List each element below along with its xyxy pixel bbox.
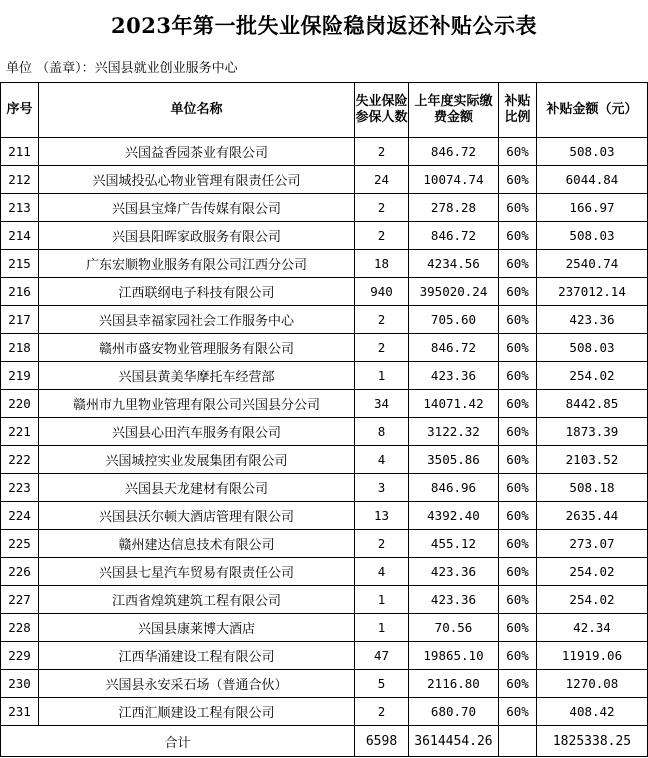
cell-ratio: 60% — [499, 670, 537, 698]
cell-paid: 846.72 — [409, 222, 499, 250]
cell-subsidy: 254.02 — [537, 558, 648, 586]
cell-name: 兴国县天龙建材有限公司 — [39, 474, 355, 502]
cell-name: 赣州市九里物业管理有限公司兴国县分公司 — [39, 390, 355, 418]
table-row — [1, 502, 648, 530]
table-row — [1, 558, 648, 586]
table-row — [1, 306, 648, 334]
subsidy-table — [0, 82, 648, 757]
cell-no: 228 — [1, 614, 39, 642]
cell-subsidy: 42.34 — [537, 614, 648, 642]
cell-name: 兴国县康莱博大酒店 — [39, 614, 355, 642]
cell-name: 兴国县黄美华摩托车经营部 — [39, 362, 355, 390]
cell-ratio: 60% — [499, 698, 537, 726]
header-no: 序号 — [1, 83, 39, 138]
cell-subsidy: 237012.14 — [537, 278, 648, 306]
cell-persons: 2 — [355, 194, 409, 222]
table-row — [1, 362, 648, 390]
cell-name: 江西汇顺建设工程有限公司 — [39, 698, 355, 726]
cell-ratio: 60% — [499, 166, 537, 194]
unit-line: 单位 （盖章）：兴国县就业创业服务中心 — [6, 61, 238, 76]
cell-persons: 2 — [355, 138, 409, 166]
cell-persons: 18 — [355, 250, 409, 278]
cell-subsidy: 508.03 — [537, 138, 648, 166]
cell-persons: 2 — [355, 222, 409, 250]
cell-ratio: 60% — [499, 586, 537, 614]
table-row — [1, 474, 648, 502]
table-row — [1, 614, 648, 642]
cell-subsidy: 166.97 — [537, 194, 648, 222]
cell-ratio: 60% — [499, 278, 537, 306]
cell-ratio: 60% — [499, 334, 537, 362]
cell-ratio: 60% — [499, 194, 537, 222]
cell-subsidy: 508.18 — [537, 474, 648, 502]
cell-paid: 705.60 — [409, 306, 499, 334]
cell-paid: 278.28 — [409, 194, 499, 222]
cell-persons: 4 — [355, 558, 409, 586]
table-row — [1, 670, 648, 698]
cell-persons: 8 — [355, 418, 409, 446]
cell-name: 兴国县七星汽车贸易有限责任公司 — [39, 558, 355, 586]
cell-paid: 395020.24 — [409, 278, 499, 306]
cell-no: 217 — [1, 306, 39, 334]
header-paid: 上年度实际缴费金额 — [409, 83, 499, 138]
cell-name: 兴国县幸福家园社会工作服务中心 — [39, 306, 355, 334]
cell-name: 江西联纲电子科技有限公司 — [39, 278, 355, 306]
cell-subsidy: 408.42 — [537, 698, 648, 726]
cell-persons: 2 — [355, 334, 409, 362]
document-title: 2023年第一批失业保险稳岗返还补贴公示表 — [111, 13, 537, 38]
cell-no: 224 — [1, 502, 39, 530]
cell-subsidy: 2103.52 — [537, 446, 648, 474]
cell-no: 218 — [1, 334, 39, 362]
cell-persons: 24 — [355, 166, 409, 194]
cell-no: 231 — [1, 698, 39, 726]
header-subsidy: 补贴金额（元） — [537, 83, 648, 138]
table-row — [1, 586, 648, 614]
table-row — [1, 418, 648, 446]
cell-name: 兴国县永安采石场（普通合伙） — [39, 670, 355, 698]
cell-name: 江西华涌建设工程有限公司 — [39, 642, 355, 670]
table-row — [1, 642, 648, 670]
cell-no: 229 — [1, 642, 39, 670]
header-name: 单位名称 — [39, 83, 355, 138]
cell-paid: 4234.56 — [409, 250, 499, 278]
cell-persons: 3 — [355, 474, 409, 502]
cell-no: 211 — [1, 138, 39, 166]
cell-no: 223 — [1, 474, 39, 502]
cell-no: 221 — [1, 418, 39, 446]
cell-name: 赣州市盛安物业管理服务有限公司 — [39, 334, 355, 362]
cell-ratio: 60% — [499, 530, 537, 558]
cell-persons: 1 — [355, 362, 409, 390]
cell-subsidy: 273.07 — [537, 530, 648, 558]
cell-subsidy: 6044.84 — [537, 166, 648, 194]
cell-paid: 680.70 — [409, 698, 499, 726]
table-row — [1, 278, 648, 306]
cell-no: 214 — [1, 222, 39, 250]
cell-name: 兴国城控实业发展集团有限公司 — [39, 446, 355, 474]
table-row — [1, 166, 648, 194]
cell-paid: 423.36 — [409, 558, 499, 586]
cell-name: 兴国城投弘心物业管理有限责任公司 — [39, 166, 355, 194]
table-row — [1, 530, 648, 558]
cell-paid: 846.96 — [409, 474, 499, 502]
cell-no: 230 — [1, 670, 39, 698]
cell-no: 225 — [1, 530, 39, 558]
cell-ratio: 60% — [499, 474, 537, 502]
table-row — [1, 138, 648, 166]
cell-persons: 5 — [355, 670, 409, 698]
cell-no: 213 — [1, 194, 39, 222]
table-row — [1, 334, 648, 362]
cell-subsidy: 508.03 — [537, 222, 648, 250]
cell-paid: 423.36 — [409, 362, 499, 390]
cell-subsidy: 254.02 — [537, 586, 648, 614]
table-row — [1, 194, 648, 222]
cell-persons: 13 — [355, 502, 409, 530]
cell-paid: 3122.32 — [409, 418, 499, 446]
cell-no: 219 — [1, 362, 39, 390]
cell-no: 216 — [1, 278, 39, 306]
cell-no: 222 — [1, 446, 39, 474]
total-persons: 6598 — [355, 726, 409, 757]
cell-paid: 10074.74 — [409, 166, 499, 194]
cell-ratio: 60% — [499, 362, 537, 390]
cell-ratio: 60% — [499, 558, 537, 586]
cell-subsidy: 8442.85 — [537, 390, 648, 418]
cell-subsidy: 1270.08 — [537, 670, 648, 698]
cell-subsidy: 423.36 — [537, 306, 648, 334]
cell-paid: 14071.42 — [409, 390, 499, 418]
table-row — [1, 446, 648, 474]
cell-ratio: 60% — [499, 138, 537, 166]
header-row — [1, 83, 648, 138]
cell-name: 兴国县阳晖家政服务有限公司 — [39, 222, 355, 250]
cell-name: 兴国县沃尔顿大酒店管理有限公司 — [39, 502, 355, 530]
cell-persons: 940 — [355, 278, 409, 306]
cell-no: 226 — [1, 558, 39, 586]
cell-paid: 846.72 — [409, 334, 499, 362]
cell-subsidy: 11919.06 — [537, 642, 648, 670]
cell-no: 227 — [1, 586, 39, 614]
cell-subsidy: 1873.39 — [537, 418, 648, 446]
cell-ratio: 60% — [499, 250, 537, 278]
cell-paid: 2116.80 — [409, 670, 499, 698]
cell-ratio: 60% — [499, 222, 537, 250]
cell-paid: 70.56 — [409, 614, 499, 642]
cell-ratio: 60% — [499, 418, 537, 446]
cell-persons: 4 — [355, 446, 409, 474]
cell-paid: 455.12 — [409, 530, 499, 558]
total-subsidy: 1825338.25 — [537, 726, 648, 757]
cell-ratio: 60% — [499, 390, 537, 418]
cell-no: 215 — [1, 250, 39, 278]
cell-name: 兴国益香园茶业有限公司 — [39, 138, 355, 166]
cell-persons: 34 — [355, 390, 409, 418]
cell-paid: 3505.86 — [409, 446, 499, 474]
cell-paid: 846.72 — [409, 138, 499, 166]
header-ratio: 补贴比例 — [499, 83, 537, 138]
cell-persons: 1 — [355, 586, 409, 614]
cell-name: 赣州建达信息技术有限公司 — [39, 530, 355, 558]
cell-name: 兴国县宝烽广告传媒有限公司 — [39, 194, 355, 222]
cell-ratio: 60% — [499, 614, 537, 642]
cell-subsidy: 2635.44 — [537, 502, 648, 530]
total-row — [1, 726, 648, 757]
cell-persons: 2 — [355, 698, 409, 726]
cell-name: 广东宏顺物业服务有限公司江西分公司 — [39, 250, 355, 278]
cell-name: 兴国县心田汽车服务有限公司 — [39, 418, 355, 446]
cell-paid: 4392.40 — [409, 502, 499, 530]
table-body — [1, 138, 648, 726]
cell-paid: 423.36 — [409, 586, 499, 614]
cell-ratio: 60% — [499, 446, 537, 474]
cell-name: 江西省煌筑建筑工程有限公司 — [39, 586, 355, 614]
cell-subsidy: 2540.74 — [537, 250, 648, 278]
cell-paid: 19865.10 — [409, 642, 499, 670]
cell-subsidy: 254.02 — [537, 362, 648, 390]
cell-ratio: 60% — [499, 502, 537, 530]
table-row — [1, 250, 648, 278]
table-row — [1, 222, 648, 250]
cell-no: 212 — [1, 166, 39, 194]
header-persons: 失业保险参保人数 — [355, 83, 409, 138]
table-row — [1, 390, 648, 418]
cell-persons: 47 — [355, 642, 409, 670]
cell-persons: 2 — [355, 530, 409, 558]
total-paid: 3614454.26 — [409, 726, 499, 757]
cell-persons: 1 — [355, 614, 409, 642]
table-row — [1, 698, 648, 726]
cell-subsidy: 508.03 — [537, 334, 648, 362]
cell-no: 220 — [1, 390, 39, 418]
cell-ratio: 60% — [499, 306, 537, 334]
cell-ratio: 60% — [499, 642, 537, 670]
cell-persons: 2 — [355, 306, 409, 334]
total-ratio — [499, 726, 537, 757]
total-label: 合计 — [1, 726, 355, 757]
